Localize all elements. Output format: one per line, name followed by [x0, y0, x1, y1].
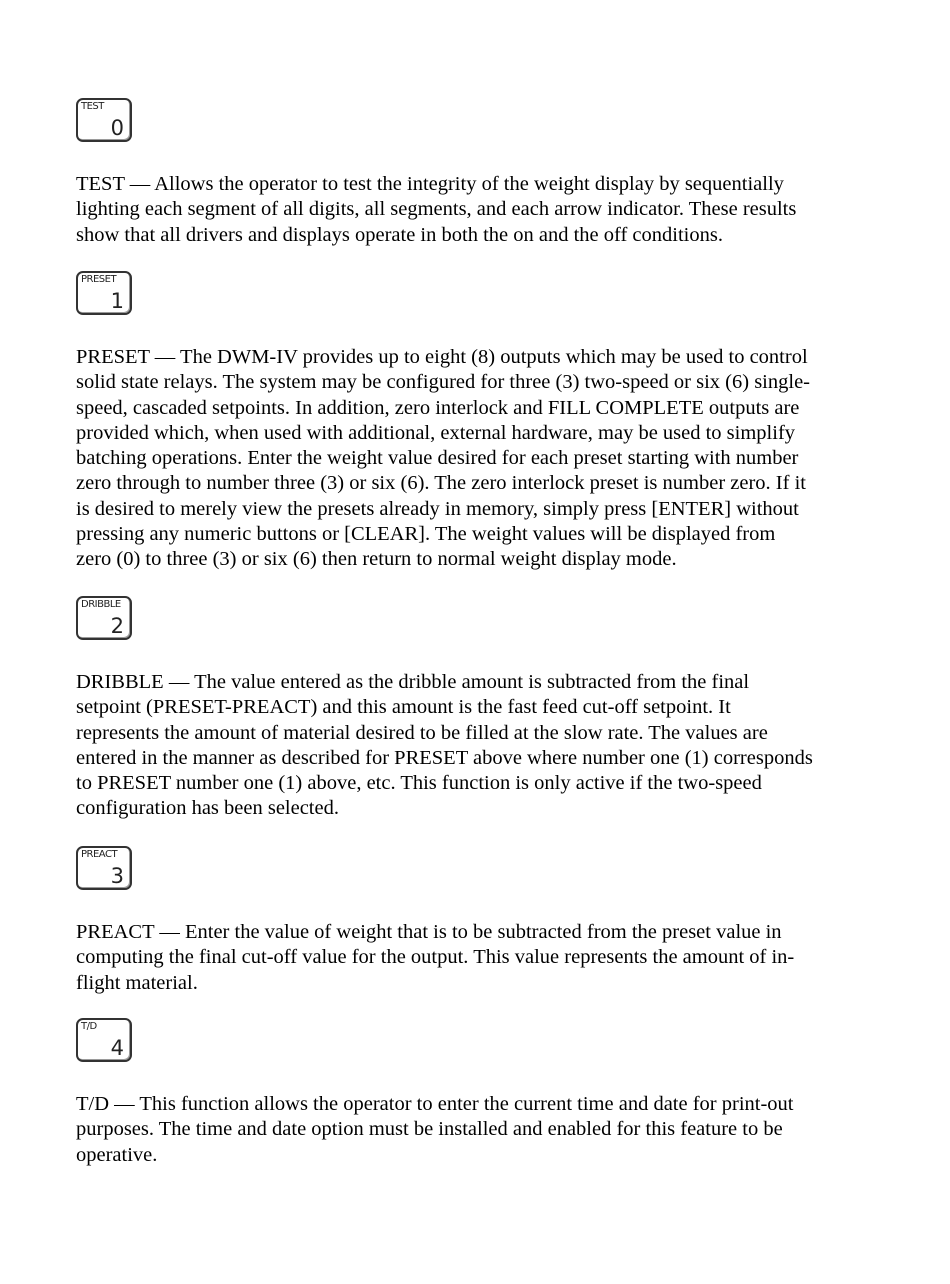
preact-key-icon [76, 846, 132, 890]
text-line: computing the final cut-off value for the output. This value represents the amount of in- [76, 946, 795, 969]
text-line: speed, cascaded setpoints. In addition, zero interlock and FILL COMPLETE outputs are [76, 396, 800, 419]
text-line: configuration has been selected. [76, 797, 339, 820]
section-preset [76, 271, 876, 573]
text-line: pressing any numeric buttons or [CLEAR]. The weight values will be displayed from [76, 523, 776, 546]
text-line: provided which, when used with additional, external hardware, may be used to simplify [76, 421, 796, 444]
section-test [76, 98, 876, 248]
key-number: 3 [110, 864, 124, 888]
text-line: lighting each segment of all digits, all segments, and each arrow indicator. These results [76, 198, 797, 221]
key-number: 1 [110, 289, 124, 313]
text-line: setpoint (PRESET-PREACT) and this amount is the fast feed cut-off setpoint. It [76, 696, 731, 719]
key-label: PREACT [81, 849, 118, 860]
text-line: entered in the manner as described for PRESET above where number one (1) corresponds [76, 746, 813, 769]
text-line: zero (0) to three (3) or six (6) then return to normal weight display mode. [76, 548, 677, 571]
preset-key-icon [76, 271, 132, 315]
key-number: 4 [110, 1036, 124, 1060]
time-date-description [76, 1092, 876, 1168]
section-preact [76, 846, 876, 996]
dribble-key-icon [76, 596, 132, 640]
section-dribble [76, 596, 876, 822]
text-line: T/D — This function allows the operator to enter the current time and date for print-out [76, 1093, 794, 1115]
text-line: flight material. [76, 971, 198, 994]
key-label: DRIBBLE [81, 599, 121, 610]
key-number: 0 [110, 116, 124, 140]
dribble-description [76, 670, 876, 822]
section-time-date [76, 1018, 876, 1168]
key-label: PRESET [81, 274, 117, 285]
key-label: T/D [81, 1021, 97, 1032]
text-line: show that all drivers and displays operate in both the on and the off conditions. [76, 223, 723, 246]
text-line: DRIBBLE — The value entered as the dribble amount is subtracted from the final [76, 671, 750, 693]
preact-description [76, 920, 876, 996]
text-line: to PRESET number one (1) above, etc. This function is only active if the two-speed [76, 772, 762, 795]
time-date-key-icon [76, 1018, 132, 1062]
test-description [76, 172, 876, 248]
text-line: TEST — Allows the operator to test the integrity of the weight display by sequentially [76, 173, 784, 195]
text-line: zero through to number three (3) or six (6). The zero interlock preset is number zero. If it [76, 472, 806, 495]
text-line: batching operations. Enter the weight value desired for each preset starting with number [76, 447, 799, 470]
text-line: PREACT — Enter the value of weight that is to be subtracted from the preset value in [76, 921, 782, 943]
text-line: solid state relays. The system may be configured for three (3) two-speed or six (6) single- [76, 371, 810, 394]
preset-description [76, 345, 876, 573]
key-number: 2 [110, 614, 124, 638]
test-key-icon [76, 98, 132, 142]
text-line: purposes. The time and date option must be installed and enabled for this feature to be [76, 1118, 783, 1141]
text-line: PRESET — The DWM-IV provides up to eight (8) outputs which may be used to control [76, 346, 808, 368]
text-line: is desired to merely view the presets already in memory, simply press [ENTER] without [76, 497, 799, 520]
key-label: TEST [81, 101, 104, 112]
text-line: operative. [76, 1143, 158, 1166]
text-line: represents the amount of material desired to be filled at the slow rate. The values are [76, 721, 768, 744]
